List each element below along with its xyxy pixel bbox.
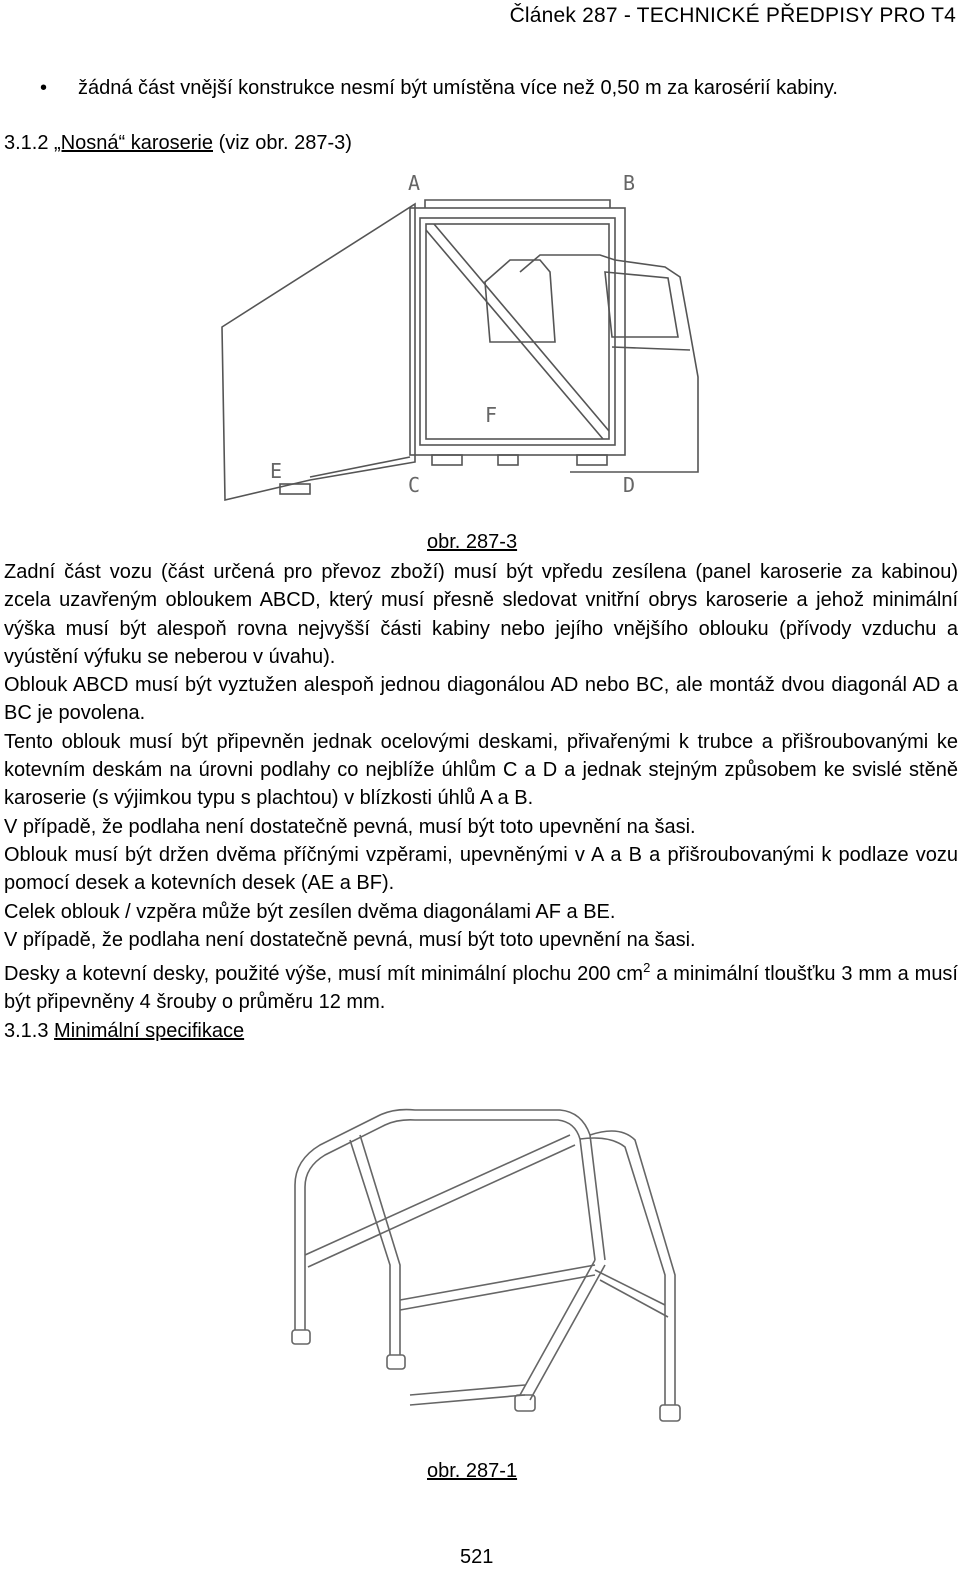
cage-diagonal: [305, 1135, 575, 1267]
floor-line: [310, 457, 410, 477]
label-e: E: [270, 459, 283, 483]
bullet-item: [40, 76, 956, 101]
label-d: D: [623, 473, 636, 497]
paragraph-1: Zadní část vozu (část určená pro převoz zboží) musí být vpředu zesílena (panel karoserie za kabinou) zcela uzavřeným obloukem ABCD, který musí přesně sledovat vnitřní obrys karoserie a jehož minimální výška musí být alespoň rovna nejvyšší části kabiny nebo jejího vnějšího oblouku (přívody vzduchu a vyústění výfuku se neberou v úvahu).: [4, 561, 958, 668]
page-number: 521: [460, 1546, 494, 1568]
figure-caption-287-3: obr. 287-3: [427, 531, 518, 553]
figure-287-1-rollcage-drawing: [290, 1105, 690, 1435]
bullet-dot-icon: •: [40, 77, 48, 99]
foot-left: [292, 1330, 310, 1344]
superscript: 2: [643, 960, 651, 976]
section-heading-3-1-3: [4, 1017, 958, 1045]
paragraph-5: Oblouk musí být držen dvěma příčnými vzpěrami, upevněnými v A a B a přišroubovanými k podlaze vozu pomocí desek a kotevních desek (AE a BF).: [4, 843, 958, 895]
paragraph-8-part-1: Desky a kotevní desky, použité výše, musí mít minimální plochu 200 cm: [4, 963, 644, 986]
front-leg: [665, 1345, 675, 1405]
frame-tube-inner: [426, 224, 609, 439]
label-a: A: [408, 172, 421, 195]
top-flange: [425, 200, 610, 208]
paragraph-7: V případě, že podlaha není dostatečně pevná, musí být toto upevnění na šasi.: [4, 928, 696, 951]
paragraph-8: [4, 954, 958, 1017]
diagonal-ad: [426, 224, 609, 439]
plate-c: [432, 455, 462, 465]
foot-rear: [387, 1355, 405, 1369]
left-leg: [295, 1275, 305, 1330]
paragraph-6: Celek oblouk / vzpěra může být zesílen dvěma diagonálami AF a BE.: [4, 900, 616, 923]
plate-d: [577, 455, 607, 465]
body-text: [4, 558, 958, 1045]
label-b: B: [623, 172, 636, 195]
paragraph-8-part-2: a minimální tloušťku 3 mm a musí být připevněny 4 šrouby o průměru 12 mm.: [4, 963, 958, 1014]
cargo-side-panel: [222, 204, 415, 500]
section-title: „Nosná“ karoserie: [54, 132, 213, 154]
label-c: C: [408, 473, 421, 497]
figure-287-3-drawing: [220, 172, 740, 506]
frame-outer: [410, 208, 625, 455]
front-brace: [595, 1270, 668, 1317]
section-heading-3-1-2: [4, 132, 352, 155]
bullet-text: žádná část vnější konstrukce nesmí být umístěna více než 0,50 m za karosérií kabiny.: [78, 77, 838, 99]
section-number: 3.1.2: [4, 132, 49, 154]
door-bar: [400, 1265, 595, 1310]
plate-mid: [498, 455, 518, 465]
figure-caption-287-1: obr. 287-1: [427, 1460, 518, 1482]
paragraph-3: Tento oblouk musí být připevněn jednak ocelovými deskami, přivařenými k trubce a přišroubovanými ke kotevním deskám na úrovni podlahy co nejblíže úhlům C a D a jednak stejným způsobem ke svislé stěně karoserie (s výjimkou typu s plachtou) v blízkosti úhlů A a B.: [4, 730, 958, 810]
paragraph-2: Oblouk ABCD musí být vyztužen alespoň jednou diagonálou AD nebo BC, ale montáž dvou diagonál AD a BC je povolena.: [4, 674, 958, 725]
section-reference: (viz obr. 287-3): [218, 132, 352, 154]
cab-window: [605, 272, 678, 337]
paragraph-4: V případě, že podlaha není dostatečně pevná, musí být toto upevnění na šasi.: [4, 815, 696, 838]
frame-inner: [420, 218, 615, 445]
label-f: F: [485, 403, 498, 427]
frame-window: [485, 260, 555, 342]
section-title: Minimální specifikace: [54, 1019, 245, 1042]
section-number: 3.1.3: [4, 1019, 49, 1042]
foot-front: [660, 1405, 680, 1421]
lower-bar: [410, 1385, 525, 1405]
main-hoop: [295, 1110, 605, 1275]
page-header: Článek 287 - TECHNICKÉ PŘEDPISY PRO T4: [509, 4, 956, 27]
cab-side-line: [612, 347, 690, 350]
